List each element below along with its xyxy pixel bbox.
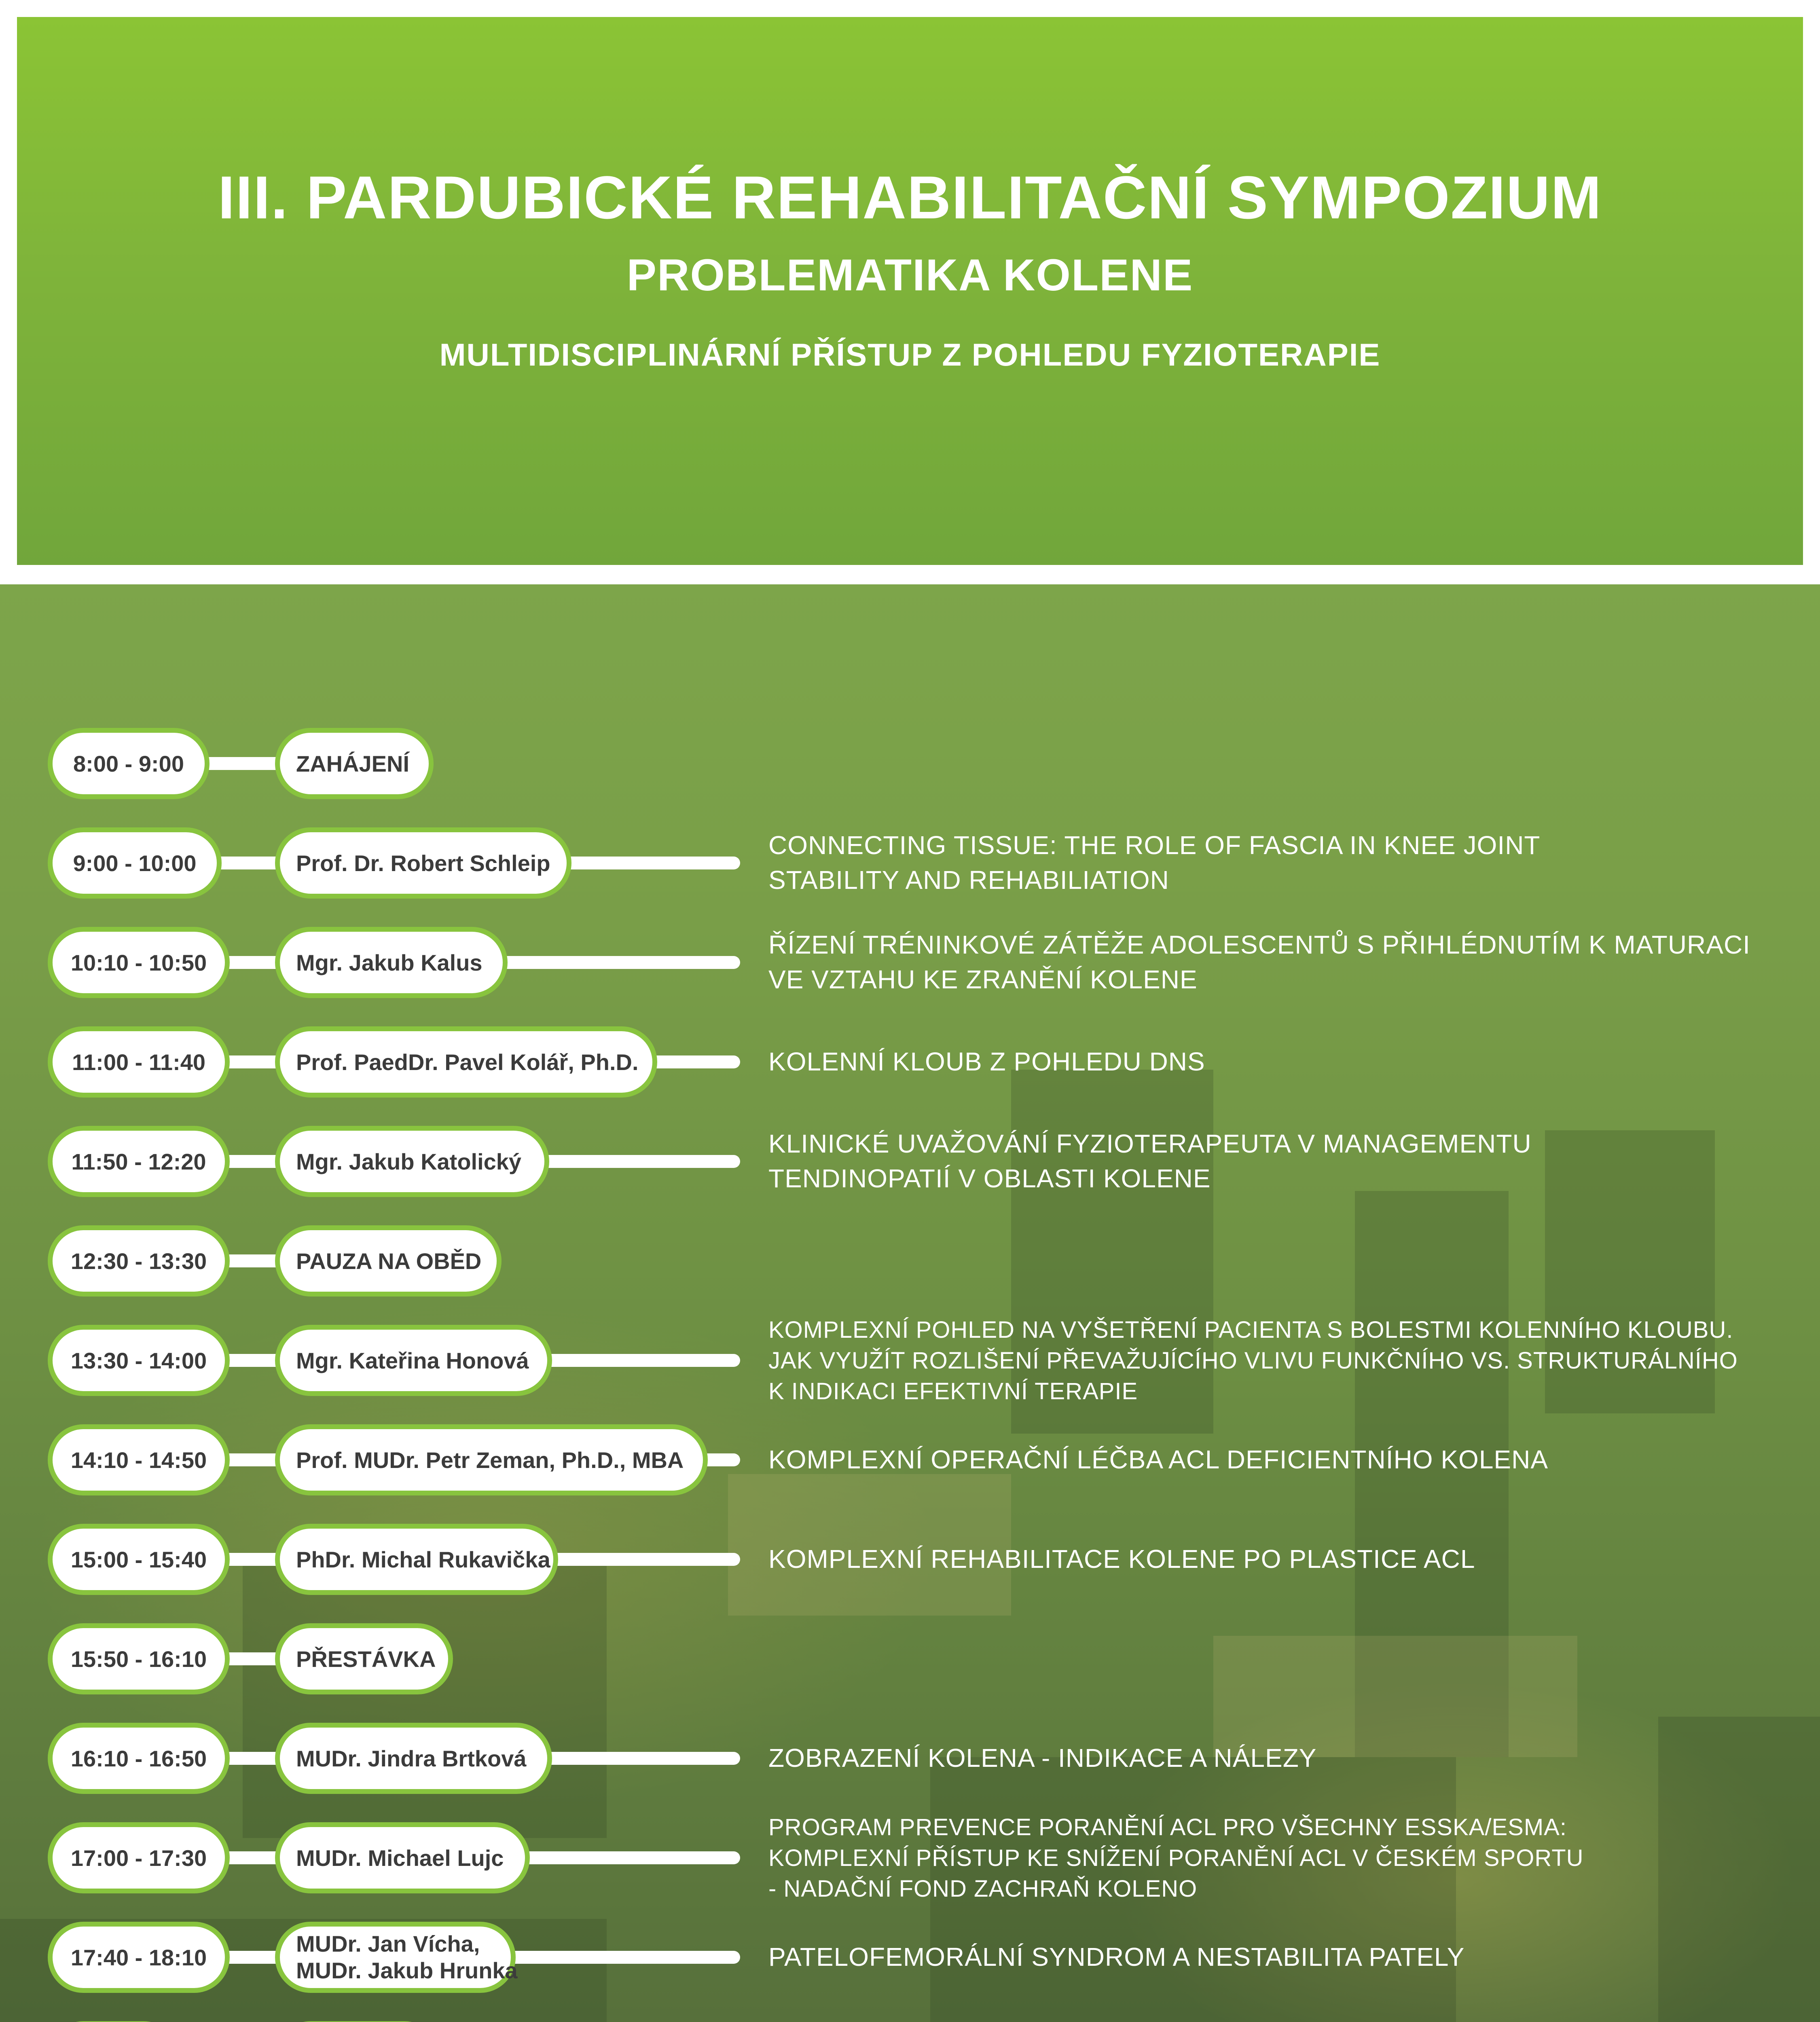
building-shape [243, 1555, 607, 1838]
speaker-pill [275, 1922, 516, 1993]
page-tagline: MULTIDISCIPLINÁRNÍ PŘÍSTUP Z POHLEDU FYZIOTERAPIE [439, 337, 1381, 372]
time-pill: 12:30 - 13:30 [48, 1225, 230, 1297]
session-pill: PŘESTÁVKA [275, 1623, 453, 1694]
header-banner [17, 17, 1803, 565]
timeline-connector [202, 757, 283, 770]
session-pill: ZAHÁJENÍ [275, 728, 434, 799]
speaker-pill: Mgr. Jakub Kalus [275, 927, 508, 998]
time-pill: 8:00 - 9:00 [48, 728, 210, 799]
session-topic: PROGRAM PREVENCE PORANĚNÍ ACL PRO VŠECHNY ESSKA/ESMA: KOMPLEXNÍ PŘÍSTUP KE SNÍŽENÍ PORANĚNÍ ACL V ČESKÉM SPORTU - NADAČNÍ FOND ZACHRAŇ KOLENO [768, 1814, 1584, 1902]
session-topic: KOMPLEXNÍ POHLED NA VYŠETŘENÍ PACIENTA S BOLESTMI KOLENNÍHO KLOUBU. JAK VYUŽÍT ROZLIŠENÍ PŘEVAŽUJÍCÍHO VLIVU FUNKČNÍHO VS. STRUKTURÁLNÍHO K INDIKACI EFEKTIVNÍ TERAPIE [768, 1317, 1738, 1404]
time-pill: 11:50 - 12:20 [48, 1126, 230, 1197]
session-topic: CONNECTING TISSUE: THE ROLE OF FASCIA IN KNEE JOINT STABILITY AND REHABILIATION [768, 831, 1541, 895]
time-pill: 11:00 - 11:40 [48, 1026, 230, 1098]
page-subtitle: PROBLEMATIKA KOLENE [626, 250, 1194, 300]
session-topic: PATELOFEMORÁLNÍ SYNDROM A NESTABILITA PATELY [768, 1942, 1465, 1971]
session-topic: KOMPLEXNÍ OPERAČNÍ LÉČBA ACL DEFICIENTNÍHO KOLENA [768, 1445, 1548, 1474]
session-topic: ŘÍZENÍ TRÉNINKOVÉ ZÁTĚŽE ADOLESCENTŮ S PŘIHLÉDNUTÍM K MATURACI VE VZTAHU KE ZRANĚNÍ KOLENE [768, 930, 1750, 994]
speaker-pill: Prof. Dr. Robert Schleip [275, 827, 571, 899]
speaker-pill: MUDr. Michael Lujc [275, 1822, 530, 1893]
speaker-pill: Prof. PaedDr. Pavel Kolář, Ph.D. [275, 1026, 657, 1098]
time-pill: 9:00 - 10:00 [48, 827, 222, 899]
session-topic: ZOBRAZENÍ KOLENA - INDIKACE A NÁLEZY [768, 1743, 1317, 1772]
speaker-pill: Mgr. Jakub Katolický [275, 1126, 549, 1197]
building-shape [1658, 1717, 1820, 2022]
time-pill: 13:30 - 14:00 [48, 1325, 230, 1396]
session-topic: KOMPLEXNÍ REHABILITACE KOLENE PO PLASTICE ACL [768, 1544, 1475, 1574]
session-topic: KLINICKÉ UVAŽOVÁNÍ FYZIOTERAPEUTA V MANAGEMENTU TENDINOPATIÍ V OBLASTI KOLENE [768, 1129, 1532, 1193]
speaker-name: MUDr. Jan Vícha, [296, 1931, 480, 1956]
time-pill: 10:10 - 10:50 [48, 927, 230, 998]
roof-shape [1213, 1636, 1577, 1757]
time-pill: 15:00 - 15:40 [48, 1524, 230, 1595]
time-pill: 15:50 - 16:10 [48, 1623, 230, 1694]
speaker-pill: PhDr. Michal Rukavička [275, 1524, 558, 1595]
time-pill: 14:10 - 14:50 [48, 1424, 230, 1495]
session-topic: KOLENNÍ KLOUB Z POHLEDU DNS [768, 1047, 1205, 1076]
speaker-pill: MUDr. Jindra Brtková [275, 1723, 552, 1794]
speaker-pill: Prof. MUDr. Petr Zeman, Ph.D., MBA [275, 1424, 708, 1495]
speaker-name: MUDr. Jakub Hrunka [296, 1958, 518, 1983]
time-pill: 16:10 - 16:50 [48, 1723, 230, 1794]
page-title: III. PARDUBICKÉ REHABILITAČNÍ SYMPOZIUM [218, 163, 1602, 231]
time-pill: 17:40 - 18:10 [48, 1922, 230, 1993]
schedule-section [0, 584, 1820, 2022]
session-pill: PAUZA NA OBĚD [275, 1225, 502, 1297]
speaker-pill: Mgr. Kateřina Honová [275, 1325, 552, 1396]
time-pill: 17:00 - 17:30 [48, 1822, 230, 1893]
